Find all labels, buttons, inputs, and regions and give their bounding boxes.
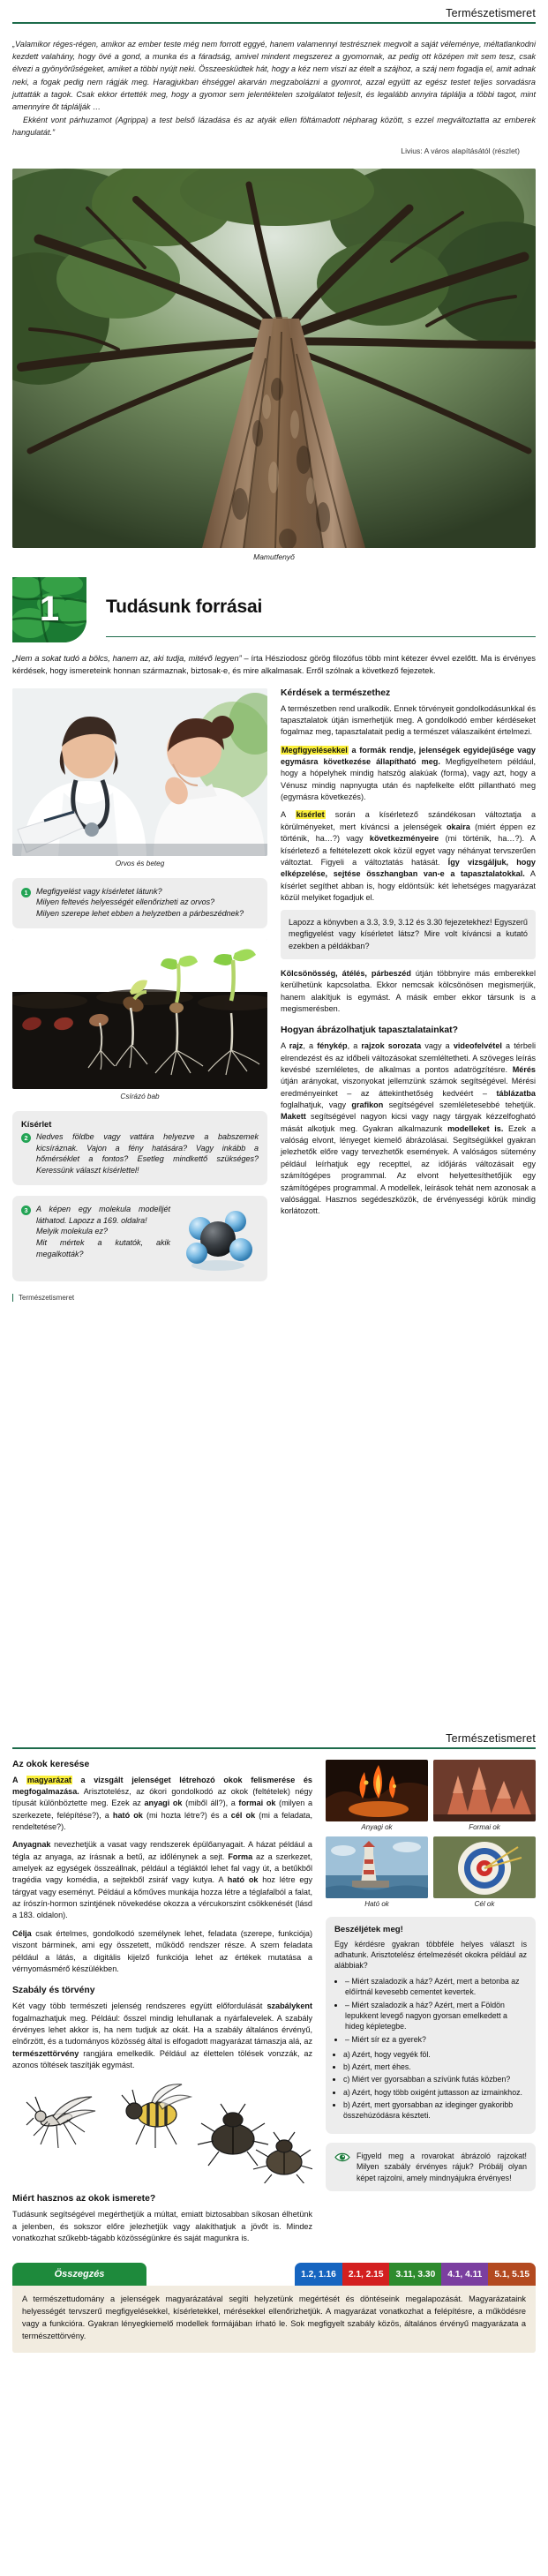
okok-paragraph-1: [12, 1775, 312, 1834]
ab-g: foglalhatjuk, vagy: [281, 1100, 352, 1110]
ok-rest: Arisztotelész, az ókori gondolkodó az okok (feltételek) négy típusát különböztette meg. Ezek az: [12, 1786, 312, 1808]
summary-chip-5[interactable]: 5.1, 5.15: [488, 2263, 536, 2286]
kerdesek-p2-rest: Megfigyelhetem például, hogy a hópelyhek mindig hatszög alakúak (forma), vagy azt, hogy a Vénusz mindig napnyugta után és napfelkelte előtt pillantható meg (egymásra következés).: [281, 756, 536, 802]
kerdesek-paragraph-1: A természetben rend uralkodik. Ennek törvényeit gondolkodásunkkal és tapasztalatok útján ismerhetjük meg. A gondolkodó ember kérdéseket fogalmaz meg, tapasztalatait pedig a természet válaszaiként értelmezi.: [281, 703, 536, 737]
section-heading-abrazolas: Hogyan ábrázolhatjuk tapasztalatainkat?: [281, 1025, 458, 1036]
p4-bold: Kölcsönösség, átélés, párbeszéd: [281, 968, 411, 978]
sz-a: Két vagy több természeti jelenség rendszeres együtt előfordulását: [12, 2001, 267, 2011]
header-divider: [12, 22, 536, 24]
ab-bold-rajzok-sorozata: rajzok sorozata: [361, 1041, 422, 1051]
lead-rest: – írta Hésziodosz görög filozófus több mint kétezer évvel ezelőtt. Ma is érvényes kérdések, hogy ismereteink honnan származnak, biztosak-e, és mire alkalmasak. Erről szólnak a következő fejezetek.: [12, 653, 536, 675]
crystal-photo: [433, 1760, 536, 1821]
sz-bold-szabalykent: szabálykent: [266, 2001, 312, 2011]
ok2-d: hoz létre egy tárgyat vagy eseményt. Például a kőműves munkája hozza létre a téglafalból a falat, az írószín-hormon szintjének növekedése okozza a vércukorszint csökkenését (lásd a 183. oldalon).: [12, 1875, 313, 1920]
ok3-rest: csak értelmes, gondolkodó személynek lehet, feladata (szerepe, funkciója) viszont bárminek, ami egy összetett, működő rendszer része. A szem feladata például a látás, a digitális kijelző funkciója lehet az értékek mutatása a vérnyomásmérő készülékben.: [12, 1928, 312, 1973]
page1-footer-mark: Természetismeret: [12, 1294, 267, 1302]
p4-rest: útján többnyire más emberekkel kerülhetünk kapcsolatba. Ekkor nemcsak kölcsönösen megismerjük, hanem alakítjuk is egymást. A másik ember ekkor társunk is a megismerésben.: [281, 968, 537, 1013]
discussion-items: [334, 1976, 527, 2045]
eye-icon: [334, 2152, 350, 2183]
discussion-subitem: • a) Azért, hogy vegyék föl.: [343, 2049, 527, 2060]
page2-right-column: [326, 1760, 536, 2251]
summary-chip-1[interactable]: 1.2, 1.16: [295, 2263, 342, 2286]
ok-bold-hato: ható ok: [112, 1810, 143, 1820]
highlight-magyarazat: magyarázat: [26, 1775, 71, 1784]
question-box-1: [12, 878, 267, 928]
discussion-item: • – Miért szaladozik a ház? Azért, mert a Földön lepukkent levegő nagyon gyorsan emelkedett a hideg képletegbe.: [345, 2000, 527, 2032]
chapter-number: 1: [39, 590, 60, 629]
bean-caption: Csírázó bab: [120, 1092, 160, 1100]
ab-d: vagy a: [421, 1041, 454, 1051]
summary-chip-3[interactable]: 3.11, 3.30: [389, 2263, 441, 2286]
ok2-bold-forma: Forma: [228, 1851, 253, 1861]
ok-e: (mi hozta létre?) és a: [142, 1810, 231, 1820]
question-3-line-2: Melyik molekula ez?: [36, 1227, 109, 1236]
four-causes-photo-grid: [326, 1760, 536, 1908]
kerdesek-paragraph-3: [281, 809, 536, 904]
question-1-line-1: Megfigyelést vagy kísérletet látunk?: [36, 886, 162, 896]
ok-f: (mi a feladata, rendeltetése?).: [12, 1810, 313, 1831]
ab-h: segítségével szemléletesebbé tehetjük.: [383, 1100, 536, 1110]
question-2-text: Nedves földbe vagy vattára helyezve a babszemek kicsíráznak. Vajon a fény hatására? Vagy inkább a hőmérséklet a fontos? Esetleg mindkettő szükséges? Keressünk választ kísérlettel!: [36, 1131, 259, 1175]
discussion-subitem: • c) Miért ver gyorsabban a szívünk futás közben?: [343, 2074, 527, 2084]
lighthouse-photo: [326, 1836, 428, 1898]
ab-i: segítségével nagyon kicsi vagy nagy tárgyak kézzelfogható mását alkotjuk meg. Gyakran alkalmazunk: [281, 1112, 536, 1133]
discussion-subitems: [334, 2049, 527, 2122]
page1-left-column: [12, 688, 267, 1302]
ok-d: (milyen a szerkezete, felépítése?), a: [12, 1799, 313, 1820]
observation-box: [326, 2143, 536, 2191]
okok-paragraph-2: [12, 1839, 312, 1922]
question-2-heading: Kísérlet: [21, 1118, 52, 1129]
doctor-caption: Orvos és beteg: [115, 859, 165, 867]
p3-a: során a kísérletező szándékosan változtatja a körülményeket, mert kíváncsi a jelenségek: [281, 810, 537, 831]
summary-block: [12, 2263, 536, 2352]
highlight-kiserlet: kísérlet: [296, 810, 325, 820]
section-heading-okok: Az okok keresése: [12, 1759, 90, 1769]
quote-source: Livius: A város alapításától (részlet): [401, 146, 520, 156]
page-2: [0, 1725, 548, 2365]
p3-e: A kísérlet segíthet abban is, hogy eldöntsük: két lehetséges magyarázat közül melyiket fogadjuk el.: [281, 869, 536, 902]
ab-bold-rajz: rajz: [289, 1041, 304, 1051]
discussion-subitem: • a) Azért, hogy több oxigént juttasson az izmainkhoz.: [343, 2087, 527, 2098]
doctor-photo: [12, 688, 267, 856]
doctor-figure: [12, 688, 267, 867]
ab-bold-grafikon: grafikon: [351, 1100, 384, 1110]
ok-bold-anyagi: anyagi ok: [144, 1799, 183, 1808]
ab-bold-videofelvetel: videofelvétel: [453, 1041, 502, 1051]
ab-bold-modelleket: modelleket is.: [447, 1123, 504, 1133]
question-box-3: [12, 1196, 267, 1281]
summary-body: [12, 2286, 536, 2352]
running-head-2: Természetismeret: [446, 1732, 536, 1745]
question-1-text: [36, 886, 244, 920]
kerdesek-paragraph-4: [281, 968, 536, 1015]
methane-molecule-model: [177, 1204, 259, 1273]
question-1-number: 1: [21, 888, 31, 897]
target-photo: [433, 1836, 536, 1898]
ok2-c: az a szerkezet, amelyek az egységek összeállnak, például a tégláktól lehet fal vagy út, a betűkből tragédia vagy komédia, a sejtekből zsiráf vagy kutya. A: [12, 1851, 312, 1885]
chapter-title: Tudásunk forrásai: [106, 596, 263, 617]
summary-top-bar: [12, 2263, 536, 2286]
abrazolas-paragraph-1: [281, 1040, 536, 1217]
chapter-header: [12, 577, 536, 642]
page2-left-column: [12, 1760, 312, 2251]
summary-chip-2[interactable]: 2.1, 2.15: [342, 2263, 390, 2286]
section-heading-hasznos: Miért hasznos az okok ismerete?: [12, 2194, 156, 2204]
question-1-line-2: Milyen feltevés helyességét ellenőrizheti az orvos?: [36, 897, 215, 907]
sz-bold-torveny: természettörvény: [12, 2048, 79, 2058]
okok-paragraph-3: [12, 1928, 312, 1975]
observation-text: Figyeld meg a rovarokat ábrázoló rajzokat! Milyen szabály érvényes rájuk? Próbálj olyan képet rajzolni, amely mindnyájukra érvényes!: [357, 2151, 527, 2182]
opening-quote: [12, 38, 536, 158]
summary-spacer: [146, 2263, 295, 2286]
photo-cell-hato-ok: [326, 1836, 428, 1908]
summary-label: Összegzés: [12, 2263, 146, 2286]
ok2-bold-anyagnak: Anyagnak: [12, 1840, 51, 1850]
ok-a: A: [12, 1775, 26, 1784]
photo-caption-hato-ok: Ható ok: [364, 1899, 389, 1908]
photo-cell-cel-ok: [433, 1836, 536, 1908]
running-head: Természetismeret: [446, 7, 536, 19]
photo-cell-anyagi-ok: [326, 1760, 428, 1831]
question-3-text: [36, 1204, 170, 1260]
question-3-number: 3: [21, 1205, 31, 1215]
quote-closing: Ekként vont párhuzamot (Agrippa) a test belső lázadása és az atyák ellen föltámadott népharag között, s ezzel megváltoztatta az emberek hangulatát.”: [12, 115, 536, 138]
p3-c: (miért éppen ez történik, ha…?) vagy: [281, 822, 536, 844]
ok2-bold-hato: ható ok: [227, 1875, 259, 1885]
photo-cell-formai-ok: [433, 1760, 536, 1831]
ab-a: A: [281, 1041, 289, 1051]
question-box-2: [12, 1111, 267, 1185]
discussion-intro: Egy kérdésre gyakran többféle helyes választ is adhatunk. Arisztotelész értelmezését okokra például az alábbiak?: [334, 1939, 527, 1971]
ok3-bold-celja: Célja: [12, 1928, 32, 1938]
quote-body: „Valamikor réges-régen, amikor az ember teste még nem forrott eggyé, hanem valamennyi testrésznek megvolt a saját véleménye, méltatlankodni kezdett valahány, hogy övé a gond, a munka és a fáradság, amivel mindent megszerez a gyomornak, az pedig ott középen mit sem tesz, csak élvezi a gyönyörűségeket, amiket a többi nyújt neki. Összeesküdtek hát, hogy a kéz nem viszi az ételt a szájhoz, a száj nem fogadja el, amit adnak neki, a fogak pedig nem rágják meg. Haragjukban éhséggel akarván megzabolázni a gyomrot, azzal együtt az egész testet teljes sorvadásra juttatták a tagok. Csak ekkor értették meg, hogy a gyomor sem jelentéktelen szolgálatot teljesít, és legalább annyira táplálja a többi tagot, mint amennyire őt táplálják …: [12, 39, 536, 112]
ab-f: útján arányokat, viszonyokat jellemzünk számok segítségével. Mérési eredményeinket – az áttekinthetőség kedvéért –: [281, 1077, 536, 1098]
insect-drawings: [12, 2077, 312, 2183]
discussion-subitem: • b) Azért, mert gyorsabban az ideginger gyakoribb összehúzódásra készteti.: [343, 2099, 527, 2122]
page1-columns: [12, 688, 536, 1302]
p3-bold-kovetkezmenyeire: következményeire: [369, 834, 439, 844]
summary-text: A természettudomány a jelenségek magyarázatával segíti helyzetünk megértését és döntéseink megalapozását. Magyarázataink helyességét tervszerű megfigyelésekkel, kísérletekkel, mérésekkel ellenőrizhetjük. A magyarázat vonatkozhat a felépítésre, a működésre vagy a funkcióra. Gyakran lényegkiemelő modellek formájában írható le. Sok megfigyelt szabály közös, általános érvényű magyarázata a természettörvény.: [22, 2294, 526, 2340]
hero-caption: Mamutfenyő: [253, 552, 295, 561]
p3-start: A: [281, 810, 296, 820]
photo-caption-anyagi-ok: Anyagi ok: [361, 1822, 393, 1831]
hasznos-paragraph-1: Tudásunk segítségével megérthetjük a múltat, emiatt biztosabban síkosan élhetünk a jelenben, és sokszor előre jelezhetjük vagy alakíthatjuk a jövőt is. Mindez vonatkozhat szűkebb-tágabb közösségünkre és saját magunkra is.: [12, 2210, 312, 2243]
photo-caption-formai-ok: Formai ok: [469, 1822, 500, 1831]
mamutfenyo-photo: [12, 169, 536, 548]
question-3-line-3: Mit mértek a kutatók, akik megalkották?: [36, 1238, 170, 1258]
ab-bold-fenykep: fénykép: [317, 1041, 348, 1051]
summary-chip-4[interactable]: 4.1, 4.11: [441, 2263, 488, 2286]
bean-photo: [12, 939, 267, 1089]
ab-bold-makett: Makett: [281, 1112, 306, 1122]
discussion-subitem: • b) Azért, mert éhes.: [343, 2062, 527, 2072]
section-heading-kerdesek: Kérdések a természethez: [281, 687, 391, 698]
kerdesek-p2-bold: a formák rendje, jelenségek egyidejűsége vagy egymásra következése állapítható meg.: [281, 745, 536, 766]
p3-d: (mi történik, ha…?). A kísérletező a feltételezett okok közül egyet vagy néhányat tervszerűen változtat. Figyeli a változtatás hatását.: [281, 834, 536, 867]
ab-bold-tablazatba: táblázatba: [496, 1088, 536, 1098]
tip-box-lapozz: Lapozz a könyvben a 3.3, 3.9, 3.12 és 3.30 fejezetekhez! Egyszerű megfigyelést vagy kísérletet látsz? Mire volt kíváncsi a kutató ezekben a példákban?: [281, 910, 536, 959]
highlight-megfigyelesekkel: Megfigyelésekkel: [282, 745, 348, 755]
lava-photo: [326, 1760, 428, 1821]
page2-columns: [12, 1760, 536, 2251]
kerdesek-paragraph-2: [281, 745, 536, 804]
szabaly-paragraph-1: [12, 2001, 312, 2071]
question-1-line-3: Milyen szerepe lehet ebben a helyzetben a párbeszédnek?: [36, 909, 244, 919]
sz-rest: fogalmazhatjuk meg. Például: ősszel mindig lehullanak a nyárfalevelek. A szabály érvényes lehet akkor is, ha nem tudjuk az okát. Ha a szabály általános érvényű, elnőrzött, és a tudományos közösség által is elfogadott magyarázat támaszja alá, az: [12, 2013, 312, 2047]
lead-quote: „Nem a sokat tudó a bölcs, hanem az, aki tudja, mitévő legyen”: [12, 653, 242, 663]
ab-bold-meres: Mérés: [512, 1064, 536, 1074]
discussion-heading: Beszéljétek meg!: [334, 1924, 403, 1934]
sz-rest2: rangjára emelkedik. Például az élettelen tölések vonzzák, az azonos töltések taszítják egymást.: [12, 2048, 312, 2070]
ok2-rest: nevezhetjük a vasat vagy rendszerek épülőanyagait. A házat például a tégla az anyaga, az írásnak a betű, az időlénynek a sejt.: [12, 1840, 312, 1861]
ok-bold-formai: formai ok: [238, 1799, 276, 1808]
photo-caption-cel-ok: Cél ok: [474, 1899, 495, 1908]
ok-b: a vizsgált jelenséget létrehozó okok felismerése és megfogalmazása.: [12, 1775, 312, 1796]
page1-right-column: [281, 688, 536, 1302]
bean-figure: [12, 939, 267, 1100]
section-heading-szabaly: Szabály és törvény: [12, 1986, 95, 1996]
summary-chip-list: [295, 2263, 536, 2286]
p3-bold-okaira: okaira: [447, 822, 470, 831]
discussion-item: • – Miért szaladozik a ház? Azért, mert a betonba az előírtnál kevesebb cementet kevertek.: [345, 1976, 527, 1998]
question-2-number: 2: [21, 1133, 31, 1143]
question-3-line-1: A képen egy molekula modelljét láthatod. Lapozz a 169. oldalra!: [36, 1204, 170, 1225]
lead-paragraph: [12, 653, 536, 678]
ok-bold-cel: cél ok: [230, 1810, 256, 1820]
ab-j: Ezek a valóság elvont, lényeget kiemelő ábrázolásai. Segítségükkel gyakran jelezhetők előre vagy tervezhetők események. A valóságos sütemény például leírhatjuk egy recepttel, az időjárás változásait egy számítógépes programmal. Az elvont helyettesíthetőjük egy számítógépes programmal. A modellek, leírások tehát nem azonosak a valósággal. Hasznos segédeszközök, de érvényességi körük mindig korlátozott.: [281, 1123, 537, 1216]
header-divider-2: [12, 1747, 536, 1749]
discussion-item: • – Miért sír ez a gyerek?: [345, 2034, 527, 2045]
ab-b: , a: [303, 1041, 318, 1051]
ok-c: (miből áll?), a: [182, 1799, 239, 1808]
ab-e: a térbeli elrendezést és az időbeli változásokat szemléltetheti. A szöveges leírás kevésbé szemléletes, de alkalmas a pontos adatrögzítésre.: [281, 1041, 536, 1074]
discussion-box: [326, 1917, 536, 2134]
chapter-divider: [106, 636, 536, 637]
p3-bold-igy-vizsgaljuk: Így vizsgáljuk, hogy elképzelése, sejtése összhangban van-e a tapasztalatokkal.: [281, 857, 536, 879]
ab-c: , a: [347, 1041, 362, 1051]
